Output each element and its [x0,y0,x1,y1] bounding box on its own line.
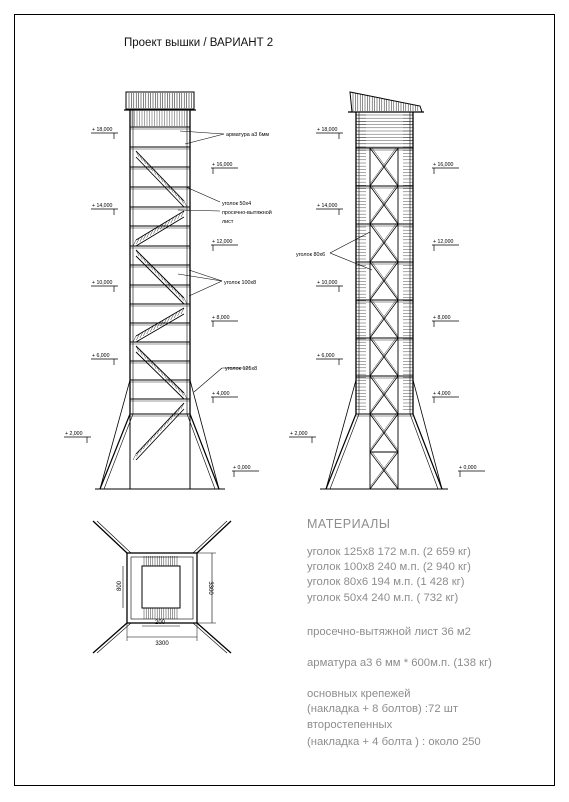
leg-line [187,414,215,489]
plan-leg [197,623,231,653]
dim-right: 3300 [207,581,213,595]
stair-tread [133,240,136,246]
roof [350,92,422,112]
elevation-label: + 18,000 [317,127,338,133]
plan-leg [97,521,131,553]
elevation-label: + 16,000 [212,162,233,168]
callout-angle100: уголок 100х8 [224,280,257,286]
plan-leg [193,623,227,653]
leg-line [330,414,359,489]
callout-leader [180,131,224,134]
stair-stringer [136,217,184,246]
drawing-title: Проект вышки / ВАРИАНТ 2 [124,37,274,49]
brace-line [326,380,356,489]
stair-tread [184,298,187,304]
elevation-label: + 2,000 [290,431,308,437]
stair-tread [184,201,187,207]
elevation-label: + 0,000 [459,465,477,471]
callout-leader [189,270,222,281]
elevation-label: + 4,000 [433,391,451,397]
dim-left: 800 [117,580,123,592]
stair-stringer [136,409,184,460]
elevation-label: + 4,000 [212,391,230,397]
elevation-label: + 14,000 [317,203,338,209]
elevation-label: + 6,000 [92,353,110,359]
fastener-line: основных крепежей [307,688,411,700]
elevation-label: + 6,000 [317,353,335,359]
stair-stringer [136,256,184,304]
elevation-label: + 10,000 [317,280,338,286]
material-line: уголок 80х6 194 м.п. (1 428 кг) [307,576,465,588]
stair-stringer [136,352,184,399]
leg-line [190,414,219,489]
leg-line [104,414,133,489]
left-elevation-view [64,92,272,489]
stair-tread [133,336,136,342]
material-sheet-line: просечно-вытяжной лист 36 м2 [307,626,471,638]
elevation-label: + 16,000 [433,162,454,168]
elevation-label: + 10,000 [92,280,113,286]
plan-view [93,521,231,653]
leg-line [410,414,438,489]
plan-leg [93,521,127,553]
callout-leader [178,210,220,211]
callout-leader [186,187,220,202]
fastener-line: (накладка + 8 болтов) :72 шт [307,703,458,715]
dim-bottom-outer: 3300 [155,641,169,647]
stair-tread [133,454,136,460]
dim-bottom-inner: 200 [154,620,166,626]
stair-well [142,566,180,608]
leg-line [100,414,130,489]
plan-outline [127,553,197,623]
callout-sheet: лист [222,219,234,225]
fastener-line: (накладка + 4 болта ) : около 250 [307,736,481,748]
callout-leader [194,368,222,392]
callout-leader [185,134,224,144]
elevation-label: + 14,000 [92,203,113,209]
elevation-label: + 8,000 [433,315,451,321]
plan-leg [97,623,131,653]
plan-leg [193,521,227,553]
callout-leader [189,281,222,296]
materials-heading: МАТЕРИАЛЫ [307,517,391,531]
callout-leader [178,274,222,281]
leg-line [413,414,442,489]
stair-stringer [136,314,184,342]
callout-leader [330,253,372,270]
elevation-label: + 12,000 [212,239,233,245]
fastener-line: второстепенных [307,719,393,731]
elevation-label: + 18,000 [92,127,113,133]
callout-angle125: уголок 125х8 [225,366,258,372]
elevation-label: + 0,000 [233,465,251,471]
plan-leg [197,521,231,553]
material-rebar-line: арматура а3 6 мм * 600м.п. (138 кг) [307,657,492,669]
leg-line [326,414,356,489]
brace-line [100,380,130,489]
callout-angle50: уголок 50х4 [222,201,252,207]
callout-sheet: просечно-вытяжной [222,210,272,216]
material-line: уголок 50х4 240 м.п. ( 732 кг) [307,592,459,604]
right-elevation-view [289,92,485,489]
stair-stringer [136,157,184,207]
elevation-label: + 2,000 [65,431,83,437]
callout-rebar: арматура а3 6мм [226,132,270,138]
plan-leg [93,623,127,653]
callout-angle80: уголок 80х6 [296,252,326,258]
stair-tread [184,393,187,399]
callout-leader [330,232,370,253]
material-line: уголок 125х8 172 м.п. (2 659 кг) [307,546,471,558]
elevation-label: + 8,000 [212,315,230,321]
elevation-label: + 12,000 [433,239,454,245]
material-line: уголок 100х8 240 м.п. (2 940 кг) [307,561,471,573]
